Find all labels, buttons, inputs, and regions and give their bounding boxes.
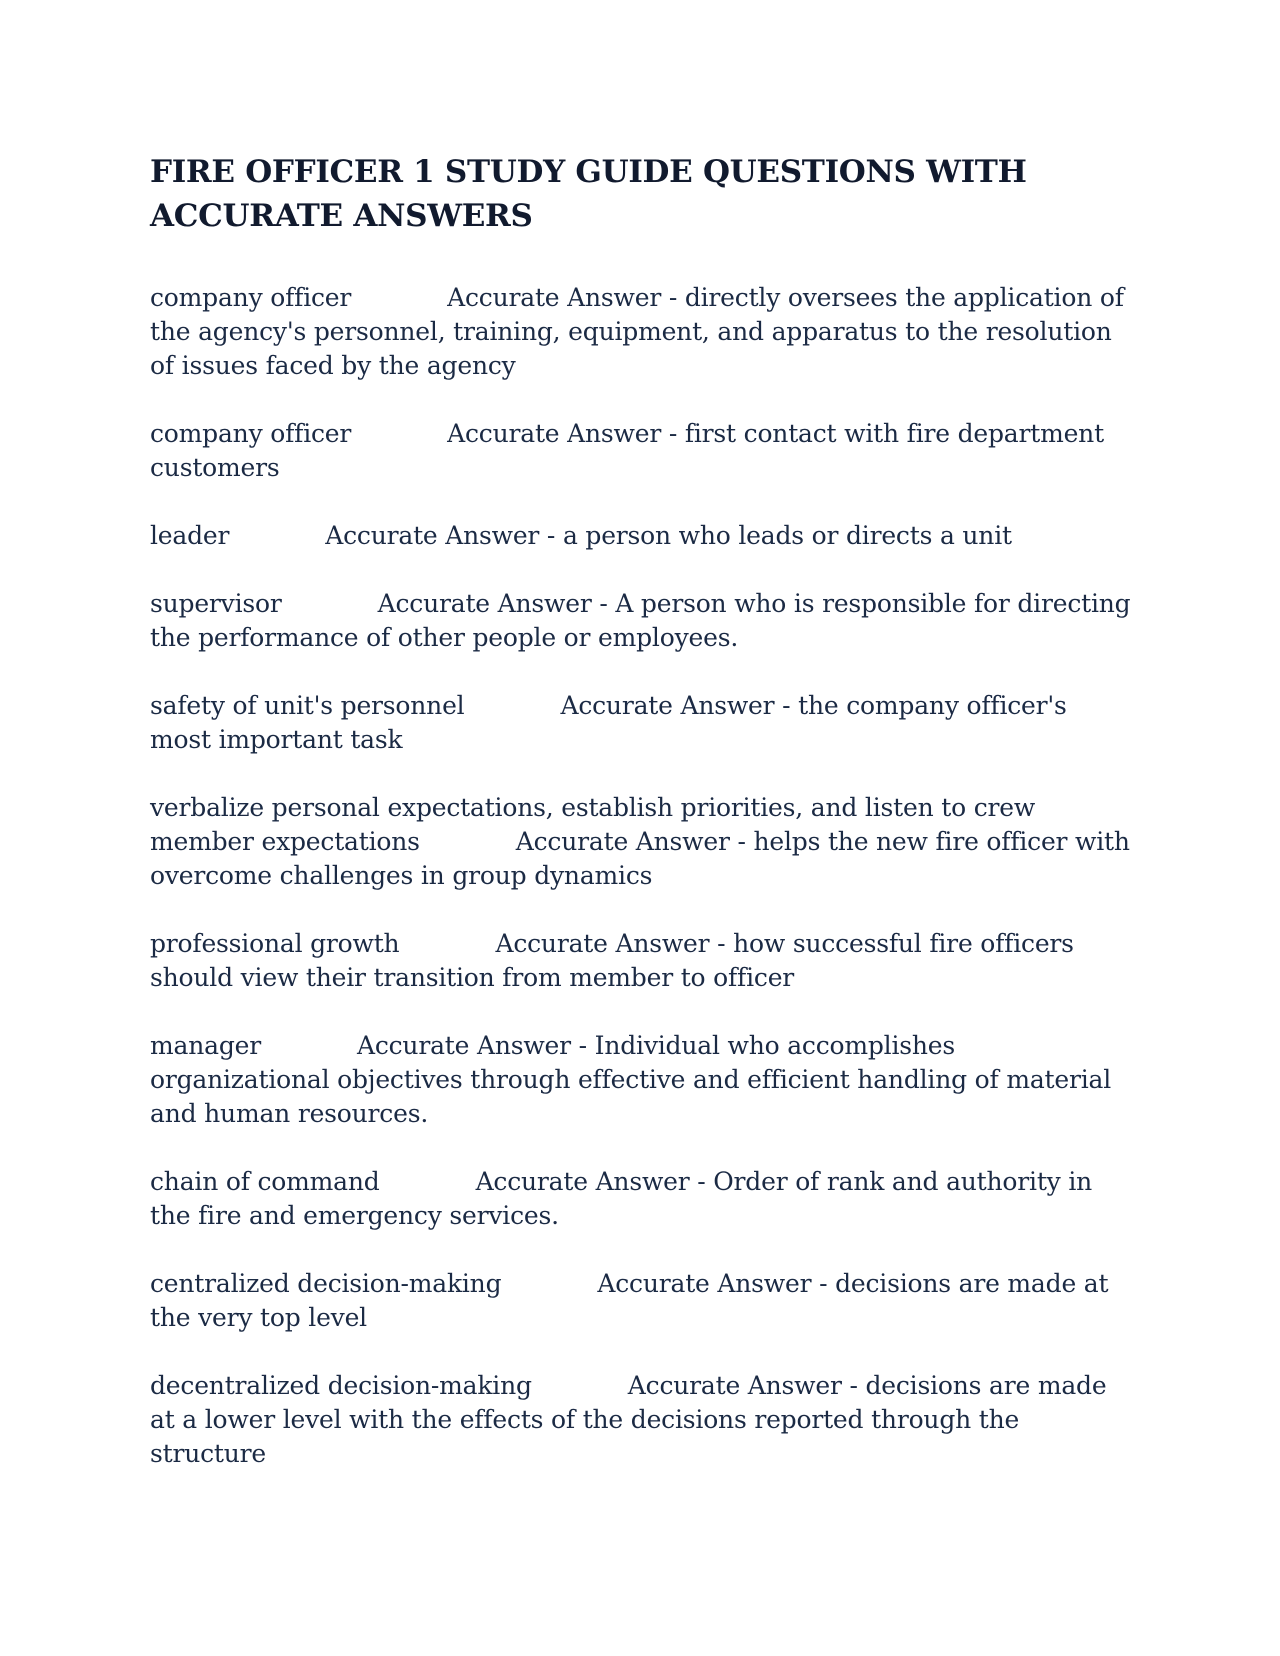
answer-label: Accurate Answer - <box>447 283 678 312</box>
document-page <box>150 150 1135 1505</box>
entry-term: decentralized decision-making <box>150 1371 532 1400</box>
entry-term: safety of unit's personnel <box>150 691 465 720</box>
entry-term: manager <box>150 1031 261 1060</box>
entry-answer: Order of rank and authority in the fire and emergency services. <box>150 1167 1093 1230</box>
qa-entry <box>150 417 1135 485</box>
answer-label: Accurate Answer - <box>495 929 726 958</box>
entry-answer: decisions are made at a lower level with the effects of the decisions reported through the structure <box>150 1371 1107 1468</box>
entry-answer: A person who is responsible for directing the performance of other people or employees. <box>150 589 1131 652</box>
qa-entry <box>150 281 1135 383</box>
entry-answer: first contact with fire department customers <box>150 419 1104 482</box>
entry-answer: Individual who accomplishes organizational objectives through effective and efficient handling of material and human resources. <box>150 1031 1112 1128</box>
answer-label: Accurate Answer - <box>627 1371 858 1400</box>
qa-entry <box>150 1165 1135 1233</box>
entry-answer: how successful fire officers should view their transition from member to officer <box>150 929 1074 992</box>
entry-term: company officer <box>150 283 352 312</box>
entry-answer: the company officer's most important task <box>150 691 1067 754</box>
entry-term: verbalize personal expectations, establish priorities, and listen to crew member expectations <box>150 793 1036 856</box>
entry-answer: a person who leads or directs a unit <box>562 521 1012 550</box>
answer-label: Accurate Answer - <box>325 521 556 550</box>
entry-term: leader <box>150 521 230 550</box>
answer-label: Accurate Answer - <box>377 589 608 618</box>
entry-list <box>150 281 1135 1471</box>
answer-label: Accurate Answer - <box>447 419 678 448</box>
entry-term: centralized decision-making <box>150 1269 502 1298</box>
entry-answer: helps the new fire officer with overcome challenges in group dynamics <box>150 827 1130 890</box>
answer-label: Accurate Answer - <box>560 691 791 720</box>
answer-label: Accurate Answer - <box>475 1167 706 1196</box>
entry-answer: decisions are made at the very top level <box>150 1269 1109 1332</box>
answer-label: Accurate Answer - <box>515 827 746 856</box>
answer-label: Accurate Answer - <box>597 1269 828 1298</box>
entry-term: company officer <box>150 419 352 448</box>
entry-term: chain of command <box>150 1167 380 1196</box>
document-title: FIRE OFFICER 1 STUDY GUIDE QUESTIONS WITH ACCURATE ANSWERS <box>150 154 1027 234</box>
entry-term: professional growth <box>150 929 400 958</box>
qa-entry <box>150 927 1135 995</box>
qa-entry <box>150 1029 1135 1131</box>
qa-entry <box>150 1267 1135 1335</box>
qa-entry <box>150 1369 1135 1471</box>
entry-term: supervisor <box>150 589 282 618</box>
qa-entry <box>150 587 1135 655</box>
qa-entry <box>150 791 1135 893</box>
qa-entry <box>150 519 1135 553</box>
qa-entry <box>150 689 1135 757</box>
entry-answer: directly oversees the application of the agency's personnel, training, equipment, and apparatus to the resolution of issues faced by the agency <box>150 283 1124 380</box>
answer-label: Accurate Answer - <box>356 1031 587 1060</box>
